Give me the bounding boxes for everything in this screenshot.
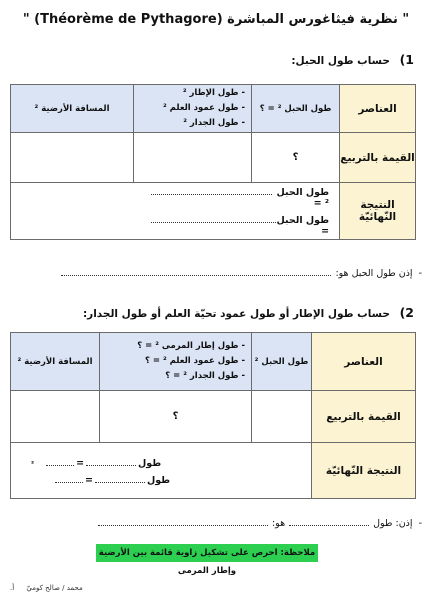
final-line-1-label: طول الحبل ² =: [276, 187, 330, 209]
final-line-1-sup: ²: [31, 459, 35, 468]
note-banner: ملاحظة: احرص على تشكيل زاوية قائمة بين الأرضية وإطار المرمى: [96, 544, 318, 562]
section-1-heading-text: حساب طول الحبل:: [291, 55, 390, 67]
final-line-2-label: طول الحبل =: [276, 215, 330, 237]
answer-blank[interactable]: [55, 473, 83, 483]
given-goal-frame-length: - طول إطار المرمى ² = ؟: [137, 341, 245, 351]
conclusion-start: إذن: طول: [373, 518, 413, 529]
footer-page-mark: أ.: [10, 584, 15, 592]
answer-blank[interactable]: [151, 185, 272, 195]
conclusion-blank[interactable]: [289, 516, 369, 526]
conclusion-end: هو:: [271, 518, 286, 529]
section-2-number: 2): [399, 305, 414, 320]
header-rope-length: طول الحبل ² = ؟: [252, 85, 340, 133]
final-result-cell[interactable]: [11, 183, 340, 240]
section-2-heading-text: حساب طول الإطار أو طول عمود تحيّة العلم أو طول الجدار:: [82, 308, 390, 320]
answer-blank[interactable]: [95, 473, 145, 483]
section-2-conclusion: - إذن: طول هو:: [10, 516, 422, 529]
footer: [10, 584, 83, 592]
label-elements: العناصر: [340, 85, 416, 133]
squared-given-cell[interactable]: [134, 133, 252, 183]
header-given-lengths: [134, 85, 252, 133]
final-result-cell[interactable]: ² = طول = طول: [11, 443, 312, 499]
squared-distance-cell[interactable]: [11, 133, 134, 183]
label-squared-value: القيمة بالتربيع: [312, 391, 416, 443]
section-1-conclusion: - إذن طول الحبل هو:: [10, 266, 422, 279]
given-flagpole-length: - طول عمود العلم ²: [162, 103, 246, 113]
final-line-1-label: طول: [138, 457, 162, 469]
header-given-lengths: [100, 333, 252, 391]
conclusion-blank[interactable]: [98, 516, 268, 526]
label-elements: العناصر: [312, 333, 416, 391]
given-wall-length: - طول الجدار ² = ؟: [165, 371, 245, 381]
label-final-result: النتيجة النّهائيّة: [340, 183, 416, 240]
given-wall-length: - طول الجدار ²: [183, 118, 246, 128]
footer-author: محمد / صالح كوميّ: [26, 584, 83, 592]
squared-rope-cell[interactable]: ؟: [252, 133, 340, 183]
label-squared-value: القيمة بالتربيع: [340, 133, 416, 183]
conclusion-text: إذن طول الحبل هو:: [335, 268, 413, 279]
given-frame-length: - طول الإطار ²: [182, 88, 246, 98]
answer-blank[interactable]: [46, 456, 74, 466]
label-final-result: النتيجة النّهائيّة: [312, 443, 416, 499]
worksheet-title: " نظرية فيثاغورس المباشرة (Théorème de Pythagore) ": [22, 12, 410, 27]
header-rope-length: طول الحبل ²: [252, 333, 312, 391]
conclusion-blank[interactable]: [61, 266, 331, 276]
squared-distance-cell[interactable]: [11, 391, 100, 443]
squared-given-cell[interactable]: ؟: [100, 391, 252, 443]
header-ground-distance: المسافة الأرضية ²: [11, 333, 100, 391]
answer-blank[interactable]: [151, 213, 276, 223]
section-1-number: 1): [399, 52, 414, 67]
section-2-heading: [83, 305, 414, 320]
final-line-2-label: طول: [146, 474, 171, 486]
section-1-heading: [291, 52, 414, 67]
given-flagpole-length: - طول عمود العلم ² = ؟: [144, 356, 245, 366]
header-ground-distance: المسافة الأرضية ²: [11, 85, 134, 133]
answer-blank[interactable]: [86, 456, 136, 466]
section-2-table: [10, 332, 416, 499]
section-1-table: [10, 84, 416, 240]
squared-rope-cell[interactable]: [252, 391, 312, 443]
